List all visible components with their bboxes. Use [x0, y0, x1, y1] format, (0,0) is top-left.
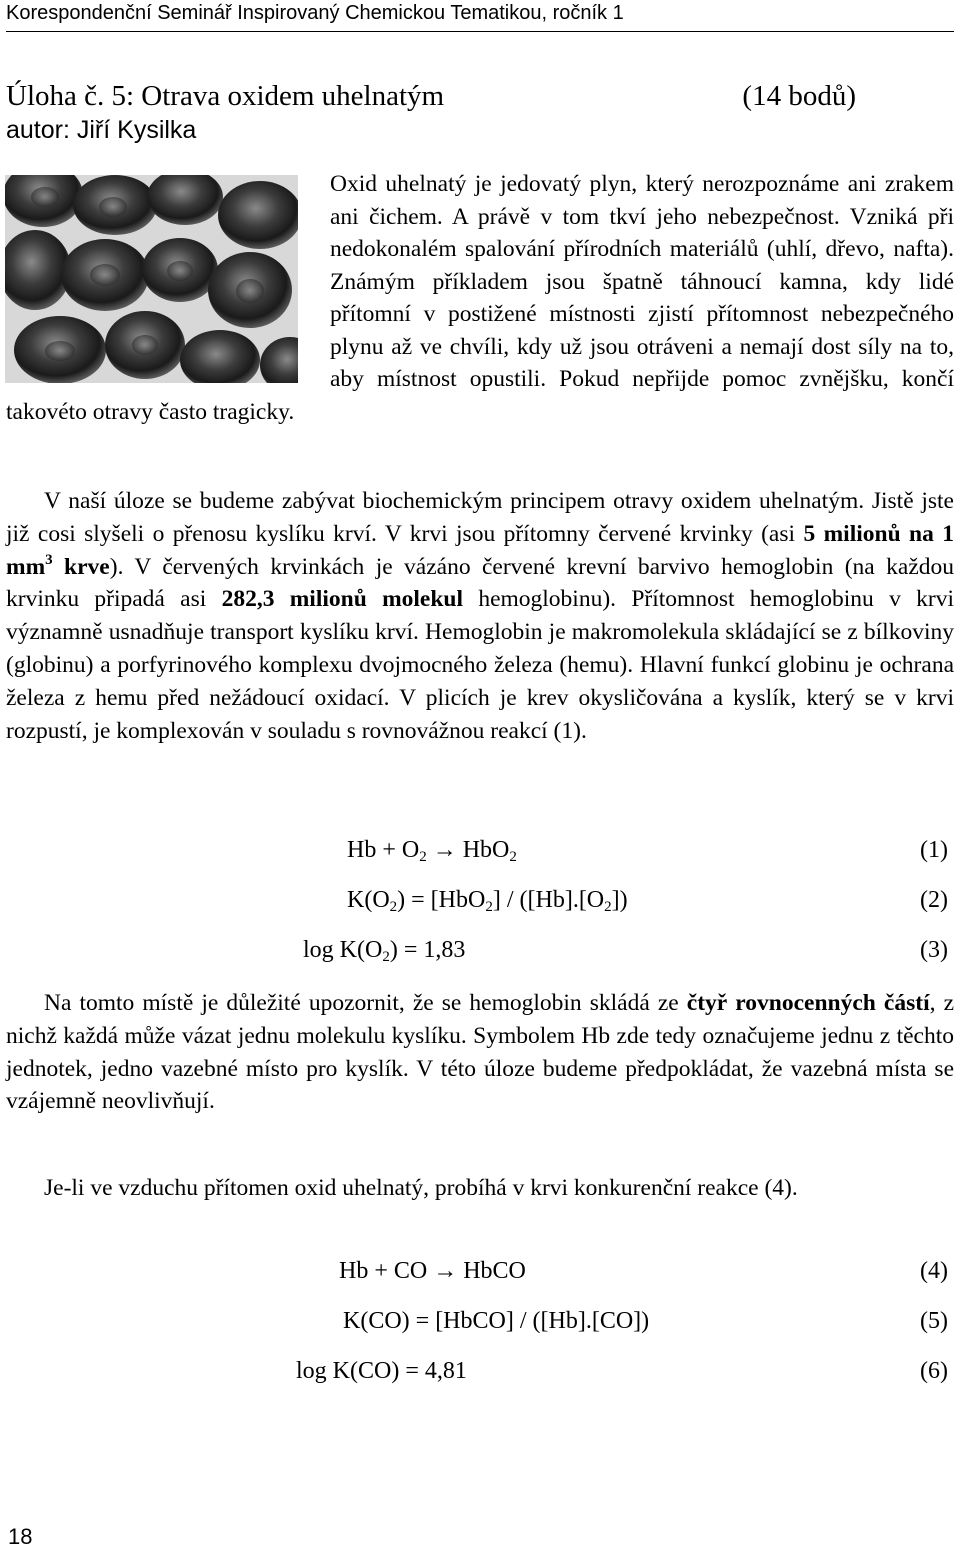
equation-row — [0, 1258, 956, 1290]
bold-four-parts: čtyř rovnocenných částí — [686, 990, 930, 1016]
paragraph-hemoglobin: V naší úloze se budeme zabývat biochemickým principem otravy oxidem uhelnatým. Jistě jste již cosi slyšeli o přenosu kyslíku krví. V krvi jsou přítomny červené krvinky (asi 5 milionů na 1 $mm^3$ krve). V červených krvinkách je vázáno červené krevní barvivo hemoglobin (na každou krvinku připadá asi 282,3 milionů molekul hemoglobinu). Přítomnost hemoglobinu v krvi významně usnadňuje transport kyslíku krví. Hemoglobin je makromolekula skládající se z bílkoviny (globinu) a porfyrinového komplexu dvojmocného železa (hemu). Hlavní funkcí globinu je ochrana železa z hemu před nežádoucí oxidací. V plicích je krev okysličována a kyslík, který se v krvi rozpustí, je komplexován v souladu s rovnovážnou reakcí (1). — [6, 488, 954, 744]
equation-row — [0, 1358, 956, 1390]
task-title-row — [6, 80, 856, 113]
intro-paragraph — [6, 168, 954, 428]
equation-number: (3) — [920, 937, 948, 963]
task-title: Úloha č. 5: Otrava oxidem uhelnatým — [6, 80, 445, 112]
equation-row — [0, 937, 956, 969]
page-number: 18 — [8, 1524, 33, 1549]
equation-expression: $K(O_2) = [HbO_2] / ([Hb].[O_2])$ — [347, 887, 628, 915]
bold-cell-count: 5 milionů na 1 $mm^3$ krve — [6, 520, 954, 580]
equation-expression: log K(CO) = 4,81 — [296, 1358, 467, 1384]
equation-number: (4) — [920, 1258, 948, 1284]
equation-number: (2) — [920, 887, 948, 913]
equation-row — [0, 837, 956, 869]
equation-expression: Hb + CO → HbCO — [339, 1258, 526, 1284]
equation-number: (1) — [920, 837, 948, 863]
equation-row — [0, 1308, 956, 1340]
equation-number: (5) — [920, 1308, 948, 1334]
bold-molecule-count: 282,3 milionů molekul — [221, 586, 464, 613]
equation-row — [0, 887, 956, 919]
task-points: (14 bodů) — [742, 80, 856, 112]
intro-text: Oxid uhelnatý je jedovatý plyn, který nerozpoznáme ani zrakem ani čichem. A právě v tom tkví jeho nebezpečnost. Vzniká při nedokonalém spalování přírodních materiálů (uhlí, dřevo, nafta). Známým příkladem jsou špatně táhnoucí kamna, kdy lidé přítomní v postižené místnosti zjistí přítomnost nebezpečného plynu až ve chvíli, kdy už jsou otráveni a nemají dost síly na to, aby místnost opustili. Pokud nepřijde pomoc zvnějšku, končí takovéto otravy často tragicky. — [6, 171, 954, 425]
paragraph-co-reaction: Je-li ve vzduchu přítomen oxid uhelnatý, probíhá v krvi konkurenční reakce (4). — [44, 1175, 798, 1201]
equation-expression: $Hb + O_2 \to HbO_2$ — [347, 837, 517, 865]
page-header: Korespondenční Seminář Inspirovaný Chemickou Tematikou, ročník 1 — [6, 2, 954, 32]
equation-number: (6) — [920, 1358, 948, 1384]
task-author: autor: Jiří Kysilka — [6, 116, 197, 144]
equation-expression: $\log K(O_2) = 1,83$ — [303, 937, 466, 965]
equation-expression: K(CO) = [HbCO] / ([Hb].[CO]) — [343, 1308, 650, 1334]
paragraph-four-parts: Na tomto místě je důležité upozornit, že se hemoglobin skládá ze čtyř rovnocenných částí, z nichž každá může vázat jednu molekulu kyslíku. Symbolem Hb zde tedy označujeme jednu z těchto jednotek, jedno vazebné místo pro kyslík. V této úloze budeme předpokládat, že vazebná místa se vzájemně neovlivňují. — [6, 990, 954, 1115]
